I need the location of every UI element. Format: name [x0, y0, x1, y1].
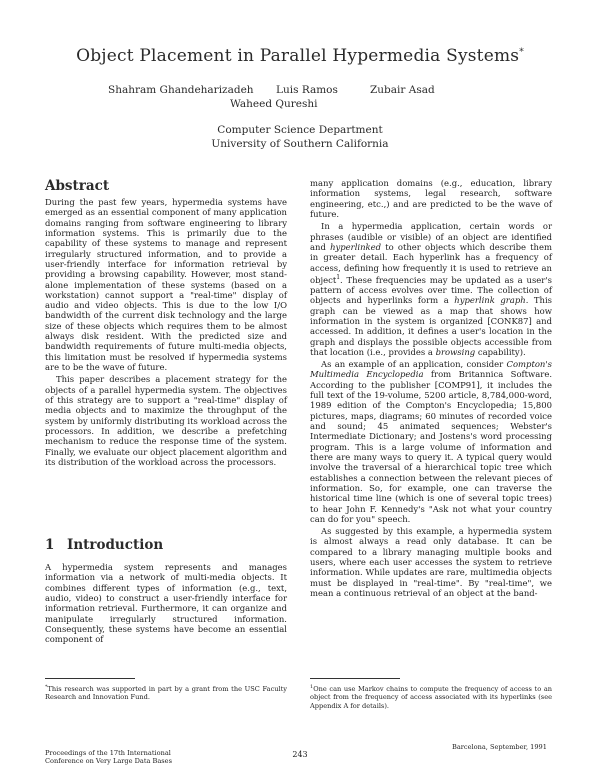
introduction-body	[45, 562, 287, 645]
right-paragraph-example: As an example of an application, consider Compton's Multimedia Encyclopedia from Britannica Software. According to the publisher [COMP91], it includes the full text of the 19-volume, 5200 article, 8,784,000-word, 1989 edition of the Compton's Encyclopedia; 15,800 pictures, maps, diagrams; 60 minutes of recorded voice and sound; 45 animated sequences; Webster's Intermediate Dictionary; and Jostens's word processing program. This is a large volume of information and there are many ways to query it. A typical query would involve the traversal of a hierarchical topic tree which establishes a connection between the relevant pieces of information. So, for example, one can traverse the historical time line (which is one of several topic trees) to hear John F. Kennedy's "Ask not what your country can do for you" speech.	[310, 359, 553, 524]
section-heading-introduction	[45, 537, 163, 553]
author-ghandeharizadeh: Shahram Ghandeharizadeh	[108, 84, 254, 96]
right-paragraph-read-only: As suggested by this example, a hypermedia system is almost always a read only database. It can be compared to a library managing multiple books and users, where each user accesses the system to retrieve information. While updates are rare, multimedia objects must be displayed in "real-time". By "real-time", we mean a continuous retrieval of an object at the band-	[310, 526, 552, 598]
footnote-markov: $^1$One can use Markov chains to compute the frequency of access to an object from the frequency of access associated with its hyperlinks (see Appendix A for details).	[310, 684, 552, 710]
abstract-heading: Abstract	[45, 178, 110, 194]
location-date-footer: Barcelona, September, 1991	[452, 743, 547, 751]
abstract-body	[45, 197, 287, 467]
author-qureshi: Waheed Qureshi	[230, 98, 318, 110]
footnote-mark: 1	[310, 684, 314, 690]
footnote-mark: *	[45, 684, 48, 690]
footnote-funding: *This research was supported in part by a grant from the USC Faculty Research and Innovation Fund.	[45, 684, 287, 702]
page-number: 243	[292, 750, 308, 759]
section-title: Introduction	[67, 537, 164, 553]
section-number: 1	[45, 537, 55, 553]
author-ramos: Luis Ramos	[276, 84, 338, 96]
right-column-body	[310, 178, 552, 598]
footnote-rule-right	[310, 678, 400, 679]
proceedings-footer: Proceedings of the 17th International Conference on Very Large Data Bases	[45, 749, 172, 766]
abstract-paragraph-2: This paper describes a placement strategy for the objects of a parallel hypermedia system. The objectives of this strategy are to support a "real-time" display of media objects and to maximize the throughput of the system by uniformly distributing its workload across the processors. In addition, we describe a prefetching mechanism to reduce the response time of the system. Finally, we evaluate our object placement algorithm and its distribution of the workload across the processors.	[45, 374, 287, 467]
affiliation-department: Computer Science Department	[217, 124, 383, 136]
introduction-paragraph-1: A hypermedia system represents and manages information via a network of multi-media objects. It combines different types of information (e.g., text, audio, video) to construct a user-friendly interface for information retrieval. Furthermore, it can organize and manipulate irregularly structured information. Consequently, these systems have become an essential component of	[45, 562, 287, 645]
right-paragraph-continuation: many application domains (e.g., education, library information systems, legal research, software engineering, etc.,) and are predicted to be the wave of future.	[310, 178, 552, 219]
footnote-rule-left	[45, 678, 135, 679]
abstract-paragraph-1: During the past few years, hypermedia systems have emerged as an essential component of many application domains ranging from software engineering to library information systems. This is primarily due to the capability of these systems to manage and represent irregularly structured information, and to provide a user-friendly interface for information retrieval by providing a browsing capability. However, most stand-alone implementation of these systems (based on a workstation) cannot support a "real-time" display of audio and video objects. This is due to the low I/O bandwidth of the current disk technology and the large size of these objects which requires them to be almost always disk resident. With the predicted size and bandwidth requirements of future multi-media objects, this limitation must be resolved if hypermedia systems are to be the wave of future.	[45, 197, 287, 372]
footnote-ref-1: 1	[336, 273, 341, 281]
right-paragraph-hyperlinks: In a hypermedia application, certain words or phrases (audible or visible) of an object are identified and hyperlinked to other objects which describe them in greater detail. Each hyperlink has a frequency of access, defining how frequently it is used to retrieve an object$^1$. These frequencies may be updated as a user's pattern of access evolves over time. The collection of objects and hyperlinks form a hyperlink graph. This graph can be viewed as a map that shows how information in the system is organized [CONK87] and accessed. In addition, it defines a user's location in the graph and displays the possible objects accessible from that location (i.e., provides a browsing capability).	[310, 221, 552, 357]
affiliation-university: University of Southern California	[211, 138, 389, 150]
author-asad: Zubair Asad	[370, 84, 435, 96]
paper-title: Object Placement in Parallel Hypermedia Systems*	[76, 46, 524, 66]
title-footnote-mark: *	[519, 47, 524, 58]
